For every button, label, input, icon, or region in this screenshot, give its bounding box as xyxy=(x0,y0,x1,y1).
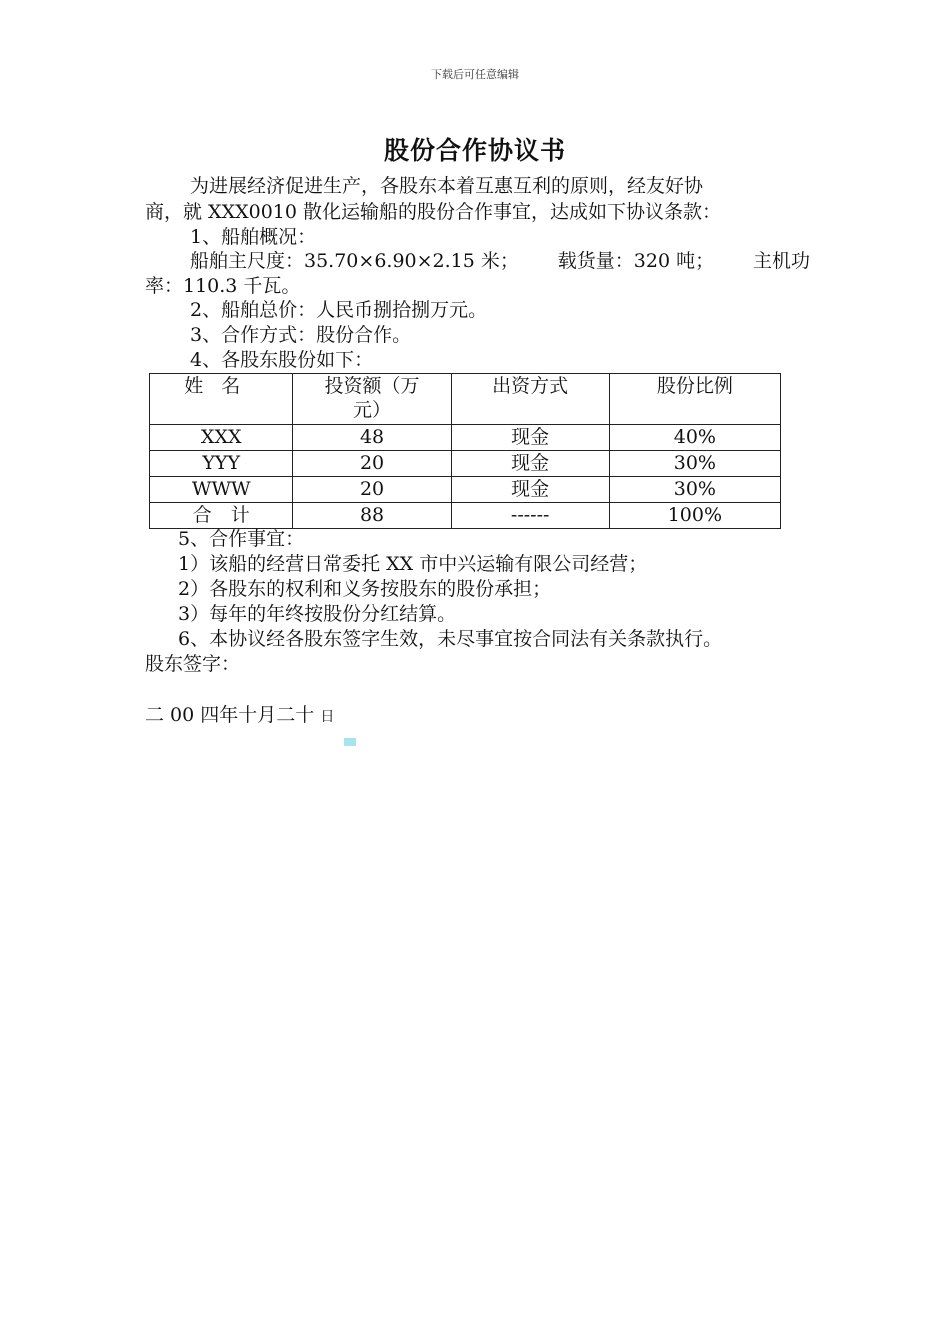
section-1-power: 率：110.3 千瓦。 xyxy=(145,275,301,297)
engine-power-text: 主机功 xyxy=(752,250,810,272)
cell-method: 现金 xyxy=(451,451,609,477)
intro-line-1: 为进展经济促进生产，各股东本着互惠互利的原则，经友好协 xyxy=(190,175,704,197)
section-2: 2、船舶总价：人民币捌拾捌万元。 xyxy=(190,299,488,321)
cell-total-method: ------ xyxy=(451,503,609,529)
capacity-text: 载货量：320 吨； xyxy=(557,250,715,272)
signature-label: 股东签字： xyxy=(145,653,241,675)
table-header-row xyxy=(150,374,781,425)
cell-name: YYY xyxy=(150,451,293,477)
cell-investment: 48 xyxy=(293,425,451,451)
header-contribution-method: 出资方式 xyxy=(451,374,609,425)
dimensions-text: 船舶主尺度：35.70×6.90×2.15 米； xyxy=(190,250,519,272)
header-note: 下载后可任意编辑 xyxy=(431,68,519,81)
date-main: 二 00 四年十月二十 xyxy=(145,704,315,726)
cell-name: WWW xyxy=(150,477,293,503)
header-name-text: 姓名 xyxy=(184,375,259,397)
intro-line-2: 商，就 XXX0010 散化运输船的股份合作事宜，达成如下协议条款： xyxy=(145,201,722,223)
section-4: 4、各股东股份如下： xyxy=(190,349,374,371)
table-row xyxy=(150,477,781,503)
section-5-item-1: 1）该船的经营日常委托 XX 市中兴运输有限公司经营； xyxy=(178,553,648,575)
table-row xyxy=(150,451,781,477)
cell-investment: 20 xyxy=(293,451,451,477)
shareholder-table xyxy=(149,373,781,529)
cell-investment: 20 xyxy=(293,477,451,503)
section-5-heading: 5、合作事宜： xyxy=(178,528,305,550)
cell-method: 现金 xyxy=(451,425,609,451)
cell-total-investment: 88 xyxy=(293,503,451,529)
section-1-dimensions xyxy=(190,249,810,273)
header-investment-line-1: 投资额（万 xyxy=(324,375,420,397)
cell-total-label: 合 计 xyxy=(150,503,293,529)
cell-method: 现金 xyxy=(451,477,609,503)
cell-ratio: 40% xyxy=(609,425,780,451)
section-1-heading: 1、船舶概况： xyxy=(190,226,317,248)
document-title: 股份合作协议书 xyxy=(383,136,566,165)
section-5-item-2: 2）各股东的权利和义务按股东的股份承担； xyxy=(178,578,552,600)
header-share-ratio: 股份比例 xyxy=(609,374,780,425)
header-investment-line-2: 元） xyxy=(353,399,392,421)
agreement-date xyxy=(145,703,810,729)
section-3: 3、合作方式：股份合作。 xyxy=(190,324,412,346)
table-total-row xyxy=(150,503,781,529)
cell-ratio: 30% xyxy=(609,451,780,477)
date-day: 日 xyxy=(320,709,335,725)
section-5-item-3: 3）每年的年终按股份分红结算。 xyxy=(178,603,457,625)
cell-name: XXX xyxy=(150,425,293,451)
cell-ratio: 30% xyxy=(609,477,780,503)
highlight-marker xyxy=(344,738,356,746)
header-name xyxy=(150,374,293,425)
table-row xyxy=(150,425,781,451)
header-investment xyxy=(293,374,451,425)
section-6: 6、本协议经各股东签字生效，未尽事宜按合同法有关条款执行。 xyxy=(178,628,723,650)
cell-total-ratio: 100% xyxy=(609,503,780,529)
